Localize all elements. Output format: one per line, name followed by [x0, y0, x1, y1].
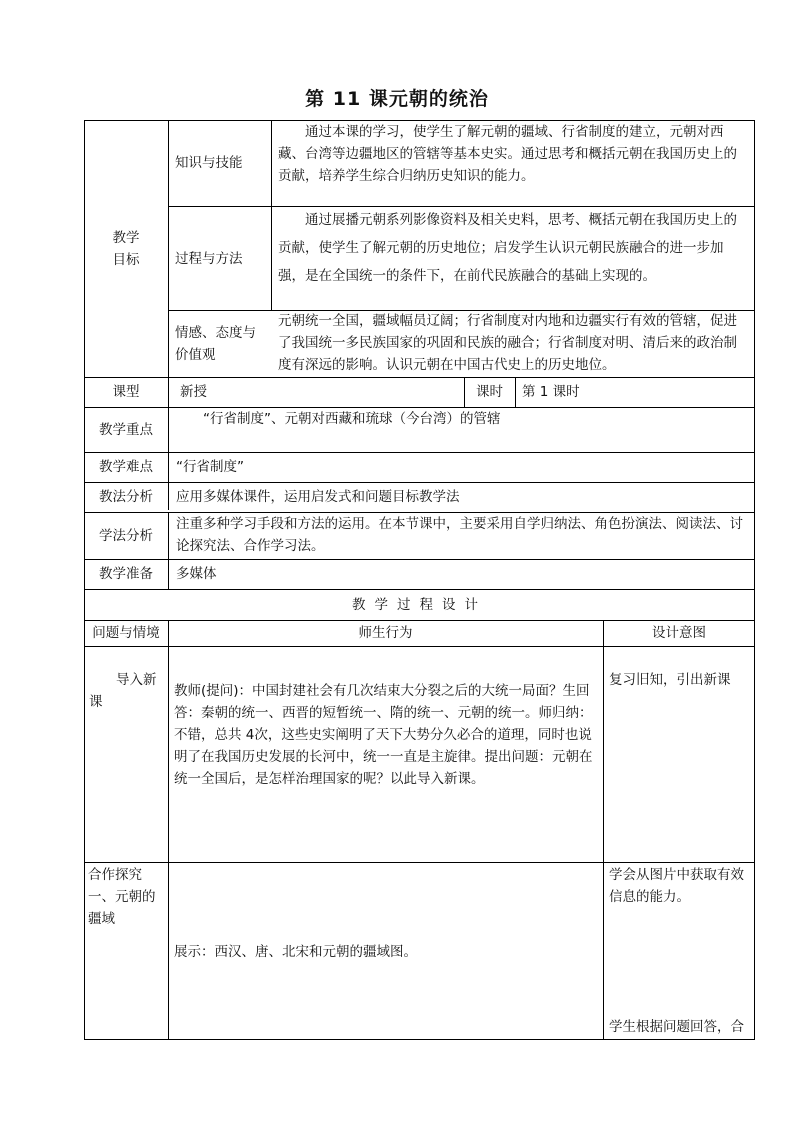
row-divider [84, 482, 755, 483]
row-divider [84, 862, 755, 863]
row-divider [84, 559, 755, 560]
difficulties-value: “行省制度” [176, 459, 244, 475]
process-design-heading: 教学过程设计 [352, 597, 487, 613]
row-divider [84, 646, 755, 647]
knowledge-text: 通过本课的学习，使学生了解元朝的疆域、行省制度的建立，元朝对西藏、台湾等边疆地区的管辖等基本史实。通过思考和概括元朝在我国历史上的贡献，培养学生综合归纳历史知识的能力。 [278, 124, 737, 184]
column-divider [168, 620, 169, 1040]
col-question-header: 问题与情境 [92, 625, 160, 641]
period-label: 课时 [476, 384, 503, 400]
process-label: 过程与方法 [175, 251, 243, 267]
objectives-label: 教学 目标 [112, 230, 140, 268]
difficulties-label: 教学难点 [99, 459, 153, 475]
table-row-intent: 复习旧知，引出新课 [609, 672, 731, 688]
column-divider [271, 120, 272, 310]
table-row-action: 展示：西汉、唐、北宋和元朝的疆域图。 [174, 944, 417, 960]
row-divider [84, 620, 755, 621]
period-value: 第 1 课时 [522, 384, 580, 400]
key-points-label: 教学重点 [99, 422, 153, 438]
teaching-method-value: 应用多媒体课件，运用启发式和问题目标教学法 [176, 489, 460, 505]
column-divider [603, 620, 604, 1040]
lesson-type-value: 新授 [180, 384, 207, 400]
column-divider [168, 512, 169, 589]
table-row-question: 导入新课 [89, 672, 157, 710]
row-divider [84, 589, 755, 590]
emotion-label: 情感、态度与 价值观 [175, 325, 256, 363]
column-divider [168, 120, 169, 510]
table-row-question: 合作探究一、元朝的疆域 [88, 867, 156, 927]
row-divider [84, 377, 755, 378]
table-row-intent-continued: 学生根据问题回答，合 [609, 1019, 744, 1035]
emotion-text: 元朝统一全国，疆域幅员辽阔；行省制度对内地和边疆实行有效的管辖，促进了我国统一多民族国家的巩固和民族的融合；行省制度对明、清后来的政治制度有深远的影响。认识元朝在中国古代史上的历史地位。 [278, 313, 737, 373]
learning-method-label: 学法分析 [99, 528, 153, 544]
page-title: 第 11 课元朝的统治 [305, 88, 489, 110]
col-action-header: 师生行为 [358, 625, 413, 641]
column-divider [515, 377, 516, 407]
row-divider [84, 452, 755, 453]
process-text: 通过展播元朝系列影像资料及相关史料，思考、概括元朝在我国历史上的贡献，使学生了解元朝的历史地位；启发学生认识元朝民族融合的进一步加强，是在全国统一的条件下，在前代民族融合的基础上实现的。 [278, 212, 737, 284]
col-intent-header: 设计意图 [652, 625, 706, 641]
teaching-method-label: 教法分析 [99, 489, 153, 505]
table-row-action: 教师(提问)：中国封建社会有几次结束大分裂之后的大统一局面？生回答：秦朝的统一、西晋的短暂统一、隋的统一、元朝的统一。师归纳：不错，总共 4次，这些史实阐明了天下大势分久必合的道理，同时也说明了在我国历史发展的长河中，统一一直是主旋律。提出问题：元朝在统一全国后，是怎样治理国家的呢？以此导入新课。 [174, 683, 593, 787]
key-points-value: “行省制度”、元朝对西藏和琉球（今台湾）的管辖 [203, 411, 501, 427]
learning-method-value: 注重多种学习手段和方法的运用。在本节课中，主要采用自学归纳法、角色扮演法、阅读法、讨论探究法、合作学习法。 [176, 516, 743, 554]
lesson-type-label: 课型 [112, 384, 140, 400]
preparation-label: 教学准备 [99, 566, 153, 582]
table-row-intent: 学会从图片中获取有效信息的能力。 [609, 867, 744, 905]
preparation-value: 多媒体 [176, 566, 217, 582]
knowledge-label: 知识与技能 [175, 155, 243, 171]
